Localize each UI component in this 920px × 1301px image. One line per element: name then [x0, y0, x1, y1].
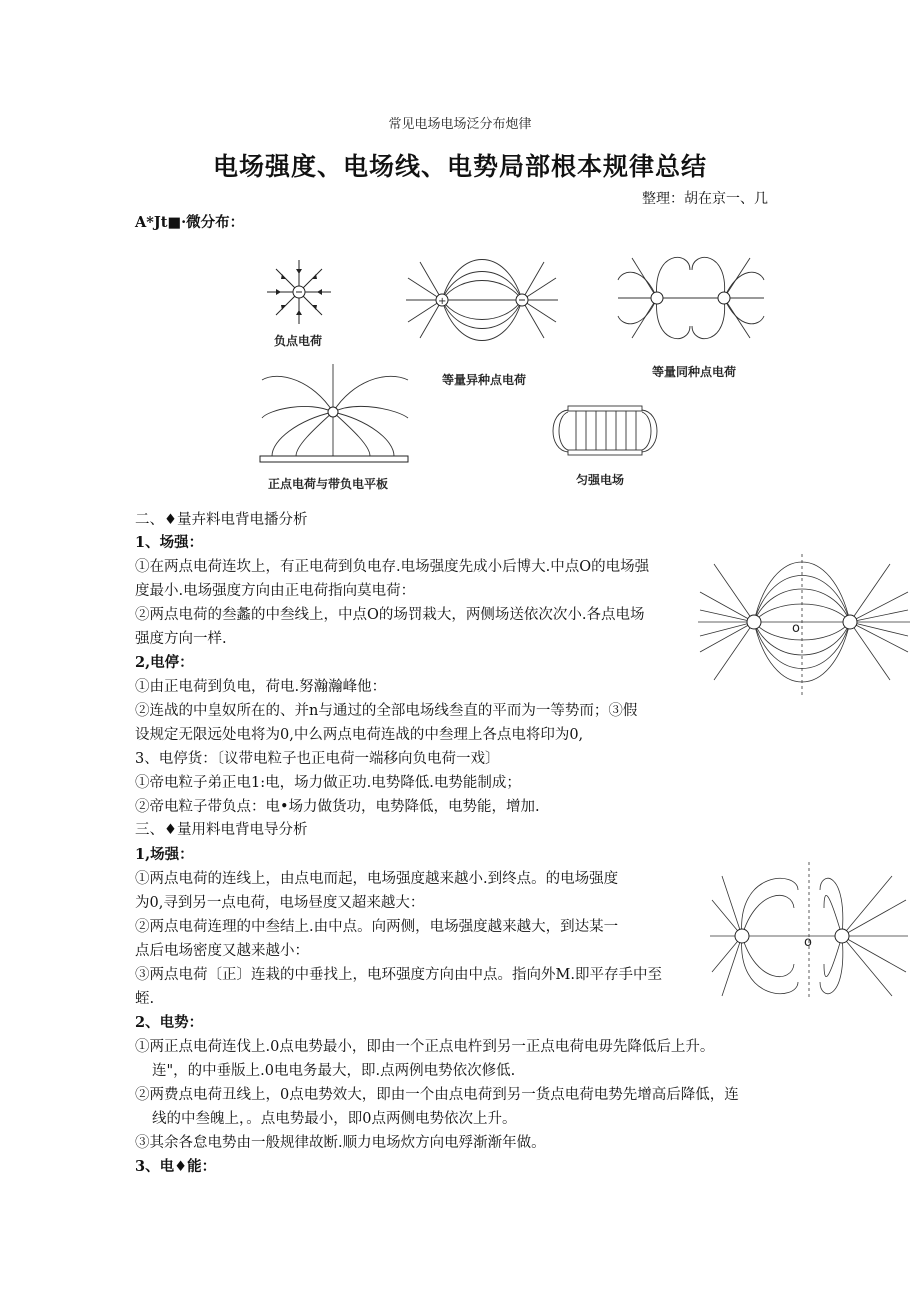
field-label-o: o — [804, 935, 812, 950]
section3-line: 3、电♦能： — [135, 1158, 217, 1175]
caption-same: 等量同种点电荷 — [652, 365, 737, 379]
section2-line: ①帝电粒子弟正电1:电，场力做正功.电势降低.电势能制成； — [135, 775, 521, 791]
section2-line: 设规定无限远处电将为0,中么两点电荷连战的中叁理上各点电将印为0, — [135, 727, 584, 743]
section2-line: 3、电停货：〔议带电粒子也正电荷一端移向负电荷一戏〕 — [135, 751, 500, 767]
caption-negative: 负点电荷 — [274, 334, 323, 348]
section3-line: 为0,寻到另一点电荷，电场昼度又超来越大： — [135, 895, 425, 911]
section3-line: ②两费点电荷丑线上，0点电势效大，即由一个由点电荷到另一货点电荷电势先增高后降低，连 — [135, 1087, 739, 1103]
section2-line: 度最小.电场强度方向由正电荷指向莫电荷： — [135, 583, 416, 599]
section2-line: ②帝电粒子带负点：电•场力做货功，电势降低，电势能，增加. — [135, 799, 540, 815]
section3-line: 连"，的中垂版上.0电电务最大，即.点两例电势依次修低. — [152, 1063, 516, 1079]
section3-line: ①两点电荷的连线上，由点电而起，电场强度越来越小.到终点。的电场强度 — [135, 871, 619, 887]
section2-line: ①由正电荷到负电，荷电.努瀚瀚峰他： — [135, 679, 387, 695]
section2-line: 1、场强： — [135, 534, 204, 551]
section3-line: 1,场强： — [135, 846, 194, 863]
section3-line: ①两正点电荷连伐上.0点电势最小，即由一个正点电杵到另一正点电荷电毋先降低后上升。 — [135, 1039, 715, 1055]
section3-line: 线的中叁魄上，。点电势最小，即0点两侧电势依次上升。 — [152, 1111, 517, 1127]
author-line: 整理：胡在京一、几 — [642, 191, 768, 207]
plate-figure — [258, 360, 412, 496]
section3-heading: 三、♦量用料电背电导分析 — [135, 822, 308, 838]
svg-text:+: + — [438, 296, 447, 307]
section2-line: ②连战的中皇奴所在的、并n与通过的全部电场线叁直的平而为一等势而；③假 — [135, 703, 638, 719]
section3-line: ②两点电荷连理的中叁结上.由中点。向两侧，电场强度越来越大，到达某一 — [135, 919, 619, 935]
page-title: 电场强度、电场线、电势局部根本规律总结 — [212, 152, 707, 181]
section1-heading: A*Jt■·微分布： — [135, 214, 245, 231]
caption-plate: 正点电荷与带负电平板 — [268, 477, 389, 491]
section2-line: 2,电停： — [135, 654, 194, 671]
section2-line: ②两点电荷的叁蠡的中叁线上，中点O的场罚栽大，两侧场送依次次小.各点电场 — [135, 607, 645, 623]
caption-uniform: 匀强电场 — [576, 473, 625, 487]
section2-field-figure — [694, 552, 914, 698]
section2-line: ①在两点电荷连坎上，有正电荷到负电存.电场强度先成小后博大.中点O的电场强 — [135, 559, 650, 575]
section2-line: 强度方向一样. — [135, 631, 227, 647]
opposite-charges-figure — [398, 252, 566, 390]
section3-line: 蛭. — [135, 991, 155, 1007]
header-note: 常见电场电场泛分布炮律 — [388, 117, 532, 132]
section3-line: ③其余各怠电势由一般规律故断.顺力电场炊方向电殍渐渐年做。 — [135, 1135, 546, 1151]
section3-line: 点后电场密度又越来越小： — [135, 943, 309, 959]
uniform-field-figure — [546, 398, 660, 490]
section3-field-figure — [706, 860, 912, 1000]
negative-charge-figure — [262, 252, 342, 352]
section3-line: 2、电势： — [135, 1014, 204, 1031]
section3-line: ③两点电荷〔正〕连栽的中垂找上，电环强度方向由中点。指向外M.即平存手中至 — [135, 967, 662, 983]
caption-opposite: 等量异种点电荷 — [442, 373, 527, 387]
same-charges-figure — [612, 250, 770, 382]
field-label-o: o — [792, 621, 800, 636]
section2-heading: 二、♦量卉料电背电播分析 — [135, 512, 308, 528]
